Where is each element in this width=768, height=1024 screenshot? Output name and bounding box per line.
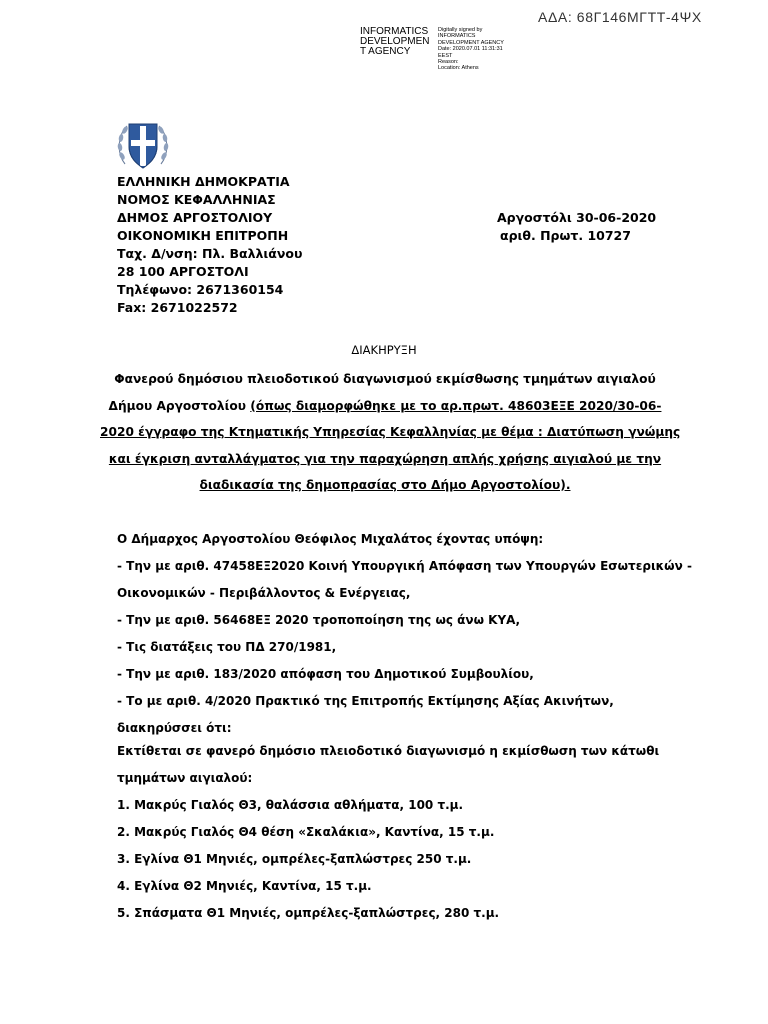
signature-detail-line: DEVELOPMENT AGENCY xyxy=(438,39,504,46)
declaration-title: ΔΙΑΚΗΡΥΞΗ xyxy=(351,343,417,357)
subject-line: διαδικασία της δημοπρασίας στο Δήμο Αργοστολίου). xyxy=(199,478,571,492)
subject-line: Φανερού δημόσιου πλειοδοτικού διαγωνισμού εκμίσθωσης τμημάτων αιγιαλού xyxy=(114,372,656,386)
sender-line: ΕΛΛΗΝΙΚΗ ΔΗΜΟΚΡΑΤΙΑ xyxy=(117,174,290,189)
signature-org-line: T AGENCY xyxy=(360,46,411,57)
sender-line: Fax: 2671022572 xyxy=(117,300,238,315)
sender-line: ΟΙΚΟΝΟΜΙΚΗ ΕΠΙΤΡΟΠΗ xyxy=(117,228,289,243)
consideration-line: - Την με αριθ. 47458ΕΞ2020 Κοινή Υπουργική Απόφαση των Υπουργών Εσωτερικών - xyxy=(117,559,692,573)
list-item: 1. Μακρύς Γιαλός Θ3, θαλάσσια αθλήματα, 100 τ.μ. xyxy=(117,798,464,812)
mayor-line: Ο Δήμαρχος Αργοστολίου Θεόφιλος Μιχαλάτος έχοντας υπόψη: xyxy=(117,532,544,546)
signature-detail-line: INFORMATICS xyxy=(438,33,476,40)
sender-block xyxy=(117,173,302,317)
announcement-line: τμημάτων αιγιαλού: xyxy=(117,771,253,785)
consideration-line: Οικονομικών - Περιβάλλοντος & Ενέργειας, xyxy=(117,586,411,600)
sender-line: ΝΟΜΟΣ ΚΕΦΑΛΛΗΝΙΑΣ xyxy=(117,192,276,207)
signature-detail-line: Reason: xyxy=(438,59,459,66)
list-item: 2. Μακρύς Γιαλός Θ4 θέση «Σκαλάκια», Καντίνα, 15 τ.μ. xyxy=(117,825,495,839)
subject-line xyxy=(100,393,670,420)
signature-detail-line: Date: 2020.07.01 11:31:31 xyxy=(438,46,503,53)
consideration-line: - Τις διατάξεις του ΠΔ 270/1981, xyxy=(117,640,337,654)
signature-details xyxy=(438,27,548,72)
subject-line: και έγκριση ανταλλάγματος για την παραχώρηση απλής χρήσης αιγιαλού με την xyxy=(108,451,662,466)
consideration-line: - Την με αριθ. 56468ΕΞ 2020 τροποποίηση της ως άνω ΚΥΑ, xyxy=(117,613,521,627)
signature-org-line: INFORMATICS xyxy=(360,26,429,37)
sender-line: Τηλέφωνο: 2671360154 xyxy=(117,282,284,297)
signature-detail-line: EEST xyxy=(438,52,453,59)
signature-detail-line: Location: Athens xyxy=(438,65,479,72)
signature-organization xyxy=(360,27,438,57)
ada-code: ΑΔΑ: 68Γ146ΜΓΤΤ-4ΨΧ xyxy=(538,9,702,25)
announcement-line: Εκτίθεται σε φανερό δημόσιο πλειοδοτικό διαγωνισμό η εκμίσθωση των κάτωθι xyxy=(117,744,660,758)
items-list xyxy=(117,792,657,927)
declares-line: διακηρύσσει ότι: xyxy=(117,721,232,735)
intro-block xyxy=(117,526,692,742)
signature-org-line: DEVELOPMEN xyxy=(360,36,430,47)
sender-line: 28 100 ΑΡΓΟΣΤΟΛΙ xyxy=(117,264,249,279)
signature-detail-line: Digitally signed by xyxy=(438,27,483,33)
subject-block xyxy=(100,366,681,499)
list-item: 3. Εγλίνα Θ1 Μηνιές, ομπρέλες-ξαπλώστρες 250 τ.μ. xyxy=(117,852,472,866)
subject-line-plain: Δήμου Αργοστολίου xyxy=(108,398,251,413)
sender-line: Ταχ. Δ/νση: Πλ. Βαλλιάνου xyxy=(117,246,303,261)
consideration-line: - Την με αριθ. 183/2020 απόφαση του Δημοτικού Συμβουλίου, xyxy=(117,667,534,681)
subject-line: 2020 έγγραφο της Κτηματικής Υπηρεσίας Κεφαλληνίας με θέμα : Διατύπωση γνώμης xyxy=(100,425,681,439)
sender-line: ΔΗΜΟΣ ΑΡΓΟΣΤΟΛΙΟΥ xyxy=(117,210,273,225)
list-item: 4. Εγλίνα Θ2 Μηνιές, Καντίνα, 15 τ.μ. xyxy=(117,879,372,893)
hellenic-republic-emblem-icon xyxy=(115,116,171,173)
document-date: Αργοστόλι 30-06-2020 xyxy=(497,210,657,225)
protocol-number: αριθ. Πρωτ. 10727 xyxy=(500,228,631,243)
consideration-line: - Το με αριθ. 4/2020 Πρακτικό της Επιτροπής Εκτίμησης Αξίας Ακινήτων, xyxy=(117,694,614,708)
announcement-block xyxy=(117,738,660,792)
list-item: 5. Σπάσματα Θ1 Μηνιές, ομπρέλες-ξαπλώστρες, 280 τ.μ. xyxy=(117,906,500,920)
subject-line-underlined: (όπως διαμορφώθηκε με το αρ.πρωτ. 48603ΕΞΕ 2020/30-06- xyxy=(250,398,662,413)
